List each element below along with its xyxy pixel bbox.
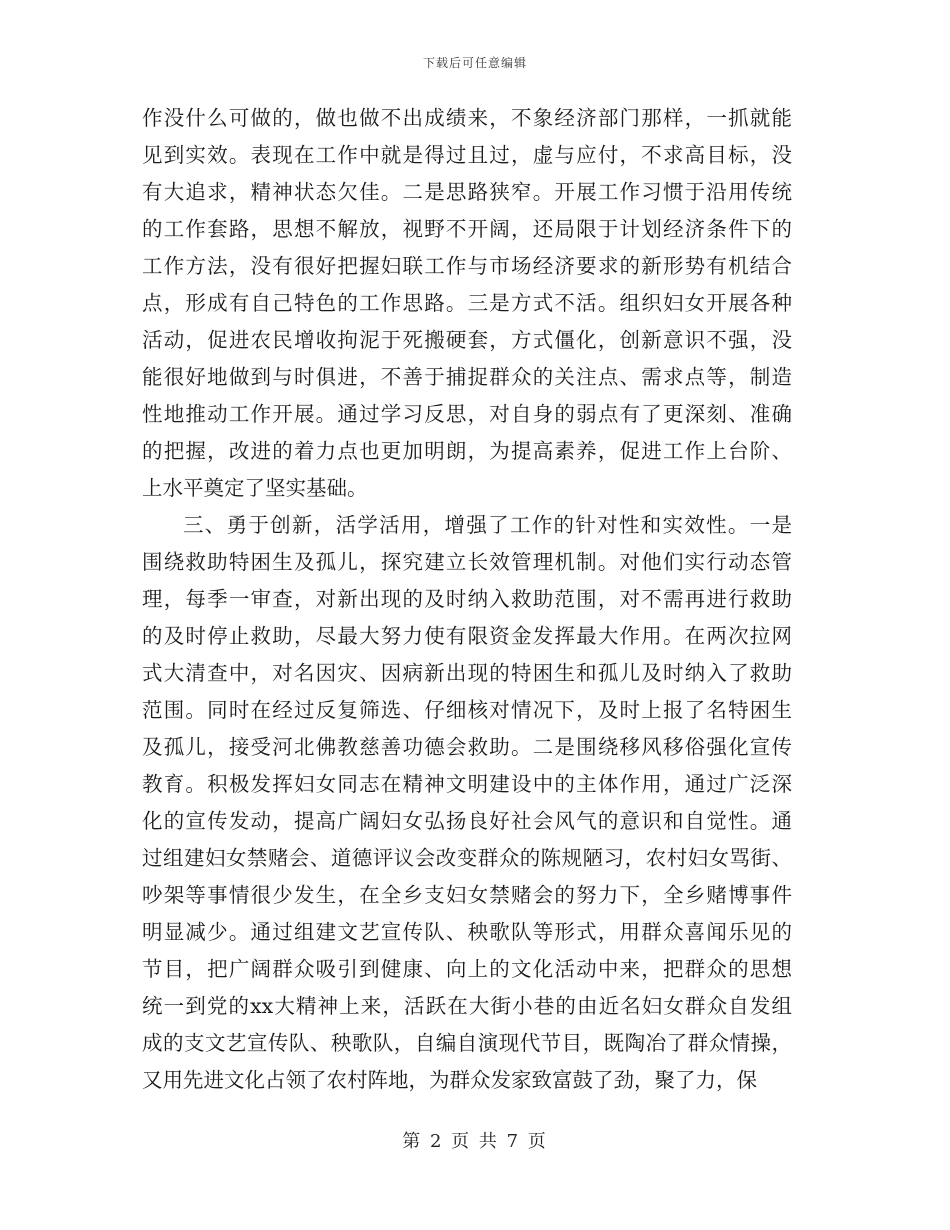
paragraph bbox=[142, 507, 792, 1099]
text-line: 工作方法，没有很好把握妇联工作与市场经济要求的新形势有机结合 bbox=[142, 254, 792, 278]
text-line: 吵架等事情很少发生，在全乡支妇女禁赌会的努力下，全乡赌博事件 bbox=[142, 883, 792, 907]
text-line: 作没什么可做的，做也做不出成绩来，不象经济部门那样，一抓就能 bbox=[142, 106, 792, 130]
text-line: 又用先进文化占领了农村阵地，为群众发家致富鼓了劲，聚了力，保 bbox=[142, 1068, 757, 1092]
text-line: 理，每季一审查，对新出现的及时纳入救助范围，对不需再进行救助 bbox=[142, 587, 792, 611]
text-line: 化的宣传发动，提高广阔妇女弘扬良好社会风气的意识和自觉性。通 bbox=[142, 809, 792, 833]
text-line: 活动，促进农民增收拘泥于死搬硬套，方式僵化，创新意识不强，没 bbox=[142, 328, 792, 352]
text-line: 的工作套路，思想不解放，视野不开阔，还局限于计划经济条件下的 bbox=[142, 217, 792, 241]
text-line: 有大追求，精神状态欠佳。二是思路狭窄。开展工作习惯于沿用传统 bbox=[142, 180, 792, 204]
page-header: 下载后可任意编辑 bbox=[422, 56, 527, 70]
page-footer: 第 2 页 共 7 页 bbox=[402, 1131, 548, 1152]
text-line: 明显减少。通过组建文艺宣传队、秧歌队等形式，用群众喜闻乐见的 bbox=[142, 920, 792, 944]
text-line: 教育。积极发挥妇女同志在精神文明建设中的主体作用，通过广泛深 bbox=[142, 772, 792, 796]
text-line: 范围。同时在经过反复筛选、仔细核对情况下，及时上报了名特困生 bbox=[142, 698, 792, 722]
document-body bbox=[142, 100, 792, 1099]
text-line: 能很好地做到与时俱进，不善于捕捉群众的关注点、需求点等，制造 bbox=[142, 365, 792, 389]
text-line: 的把握，改进的着力点也更加明朗，为提高素养，促进工作上台阶、 bbox=[142, 439, 792, 463]
text-line: 式大清查中，对名因灾、因病新出现的特困生和孤儿及时纳入了救助 bbox=[142, 661, 792, 685]
text-line: 性地推动工作开展。通过学习反思，对自身的弱点有了更深刻、准确 bbox=[142, 402, 792, 426]
text-line: 点，形成有自己特色的工作思路。三是方式不活。组织妇女开展各种 bbox=[142, 291, 792, 315]
text-line: 节目，把广阔群众吸引到健康、向上的文化活动中来，把群众的思想 bbox=[142, 957, 792, 981]
text-line: 的及时停止救助，尽最大努力使有限资金发挥最大作用。在两次拉网 bbox=[142, 624, 792, 648]
text-line: 统一到党的xx大精神上来，活跃在大街小巷的由近名妇女群众自发组 bbox=[142, 994, 792, 1018]
text-line: 三、勇于创新，活学活用，增强了工作的针对性和实效性。一是 bbox=[183, 513, 792, 537]
text-line: 上水平奠定了坚实基础。 bbox=[142, 476, 368, 500]
text-line: 成的支文艺宣传队、秧歌队，自编自演现代节目，既陶冶了群众情操， bbox=[142, 1031, 792, 1055]
text-line: 过组建妇女禁赌会、道德评议会改变群众的陈规陋习，农村妇女骂街、 bbox=[142, 846, 792, 870]
paragraph bbox=[142, 100, 792, 507]
text-line: 围绕救助特困生及孤儿，探究建立长效管理机制。对他们实行动态管 bbox=[142, 550, 792, 574]
text-line: 见到实效。表现在工作中就是得过且过，虚与应付，不求高目标，没 bbox=[142, 143, 792, 167]
text-line: 及孤儿，接受河北佛教慈善功德会救助。二是围绕移风移俗强化宣传 bbox=[142, 735, 792, 759]
